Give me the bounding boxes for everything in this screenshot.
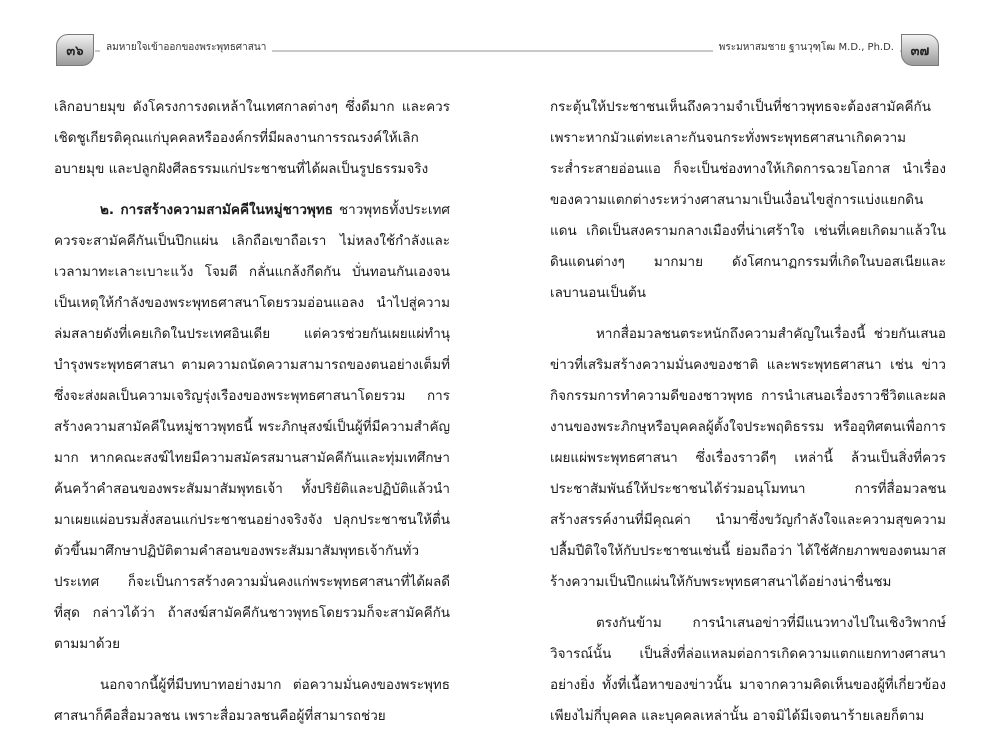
section-heading: ๒. การสร้างความสามัคคีในหมู่ชาวพุทธ [100,202,333,218]
running-head: ลมหายใจเข้าออกของพระพุทธศาสนา [100,38,272,58]
running-head: พระมหาสมชาย ฐานวุฑฺโฒ M.D., Ph.D. [713,38,900,58]
paragraph [550,608,946,732]
paragraph [54,92,450,185]
left-body-text [54,92,450,742]
paragraph [550,319,946,598]
left-header [0,34,500,68]
right-body-text [550,92,946,742]
paragraph-text: เลิกอบายมุข ดังโครงการงดเหล้าในเทศกาลต่างๆ ซึ่งดีมาก และควรเชิดชูเกียรติคุณแก่บุคคลหรือองค์กรที่มีผลงานการรณรงค์ให้เลิกอบายมุข และปลูกฝังศีลธรรมแก่ประชาชนที่ได้ผลเป็นรูปธรรมจริง [54,99,450,177]
paragraph-text: นอกจากนี้ผู้ที่มีบทบาทอย่างมาก ต่อความมั่นคงของพระพุทธศาสนาก็คือสื่อมวลชน เพราะสื่อมวลชนคือผู้ที่สามารถช่วย [54,677,450,724]
paragraph [54,670,450,732]
left-page [0,0,500,724]
paragraph [550,92,946,309]
right-header [500,34,1000,68]
right-page [500,0,1000,724]
page-number-badge: ๓๖ [56,34,94,66]
paragraph-text: ชาวพุทธทั้งประเทศควรจะสามัคคีกันเป็นปึกแผ่น เลิกถือเขาถือเรา ไม่หลงใช้กำลังและเวลามาทะเลาะเบาะแว้ง โจมตี กลั่นแกล้งกีดกัน บั่นทอนกันเองจนเป็นเหตุให้กำลังของพระพุทธศาสนาโดยรวมอ่อนแอลง นำไปสู่ความล่มสลายดังที่เคยเกิดในประเทศอินเดีย แต่ควรช่วยกันเผยแผ่ทำนุบำรุงพระพุทธศาสนา ตามความถนัดความสามารถของตนอย่างเต็มที่ ซึ่งจะส่งผลเป็นความเจริญรุ่งเรืองของพระพุทธศาสนาโดยรวม การสร้างความสามัคคีในหมู่ชาวพุทธนี้ พระภิกษุสงฆ์เป็นผู้ที่มีความสำคัญมาก หากคณะสงฆ์ไทยมีความสมัครสมานสามัคคีกันและทุ่มเทศึกษาค้นคว้าคำสอนของพระสัมมาสัมพุทธเจ้า ทั้งปริยัติและปฏิบัติแล้วนำมาเผยแผ่อบรมสั่งสอนแก่ประชาชนอย่างจริงจัง ปลุกประชาชนให้ตื่นตัวขึ้นมาศึกษาปฏิบัติตามคำสอนของพระสัมมาสัมพุทธเจ้ากันทั่วประเทศ ก็จะเป็นการสร้างความมั่นคงแก่พระพุทธศาสนาที่ได้ผลดีที่สุด กล่าวได้ว่า ถ้าสงฆ์สามัคคีกันชาวพุทธโดยรวมก็จะสามัคคีกันตามมาด้วย [54,202,450,652]
paragraph-text: หากสื่อมวลชนตระหนักถึงความสำคัญในเรื่องนี้ ช่วยกันเสนอข่าวที่เสริมสร้างความมั่นคงของชาติ และพระพุทธศาสนา เช่น ข่าวกิจกรรมการทำความดีของชาวพุทธ การนำเสนอเรื่องราวชีวิตและผลงานของพระภิกษุหรือบุคคลผู้ตั้งใจประพฤติธรรม หรืออุทิศตนเพื่อการเผยแผ่พระพุทธศาสนา ซึ่งเรื่องราวดีๆ เหล่านี้ ล้วนเป็นสิ่งที่ควรประชาสัมพันธ์ให้ประชาชนได้ร่วมอนุโมทนา การที่สื่อมวลชนสร้างสรรค์งานที่มีคุณค่า นำมาซึ่งขวัญกำลังใจและความสุขความปลื้มปีติใจให้กับประชาชนเช่นนี้ ย่อมถือว่า ได้ใช้ศักยภาพของตนมาสร้างความเป็นปึกแผ่นให้กับพระพุทธศาสนาได้อย่างน่าชื่นชม [550,326,946,590]
paragraph-text: กระตุ้นให้ประชาชนเห็นถึงความจำเป็นที่ชาวพุทธจะต้องสามัคคีกัน เพราะหากมัวแต่ทะเลาะกันจนกระทั่งพระพุทธศาสนาเกิดความระส่ำระสายอ่อนแอ ก็จะเป็นช่องทางให้เกิดการฉวยโอกาส นำเรื่องของความแตกต่างระหว่างศาสนามาเป็นเงื่อนไขสู่การแบ่งแยกดินแดน เกิดเป็นสงครามกลางเมืองที่น่าเศร้าใจ เช่นที่เคยเกิดมาแล้วในดินแดนต่างๆ มากมาย ดังโศกนาฏกรรมที่เกิดในบอสเนียและเลบานอนเป็นต้น [550,99,946,301]
paragraph-text: ตรงกันข้าม การนำเสนอข่าวที่มีแนวทางไปในเชิงวิพากษ์วิจารณ์นั้น เป็นสิ่งที่ล่อแหลมต่อการเกิดความแตกแยกทางศาสนาอย่างยิ่ง ทั้งที่เนื้อหาของข่าวนั้น มาจากความคิดเห็นของผู้ที่เกี่ยวข้องเพียงไม่กี่บุคคล และบุคคลเหล่านั้น อาจมิได้มีเจตนาร้ายเลยก็ตาม [550,615,946,724]
page-number-badge: ๓๗ [901,34,939,66]
paragraph [54,195,450,660]
